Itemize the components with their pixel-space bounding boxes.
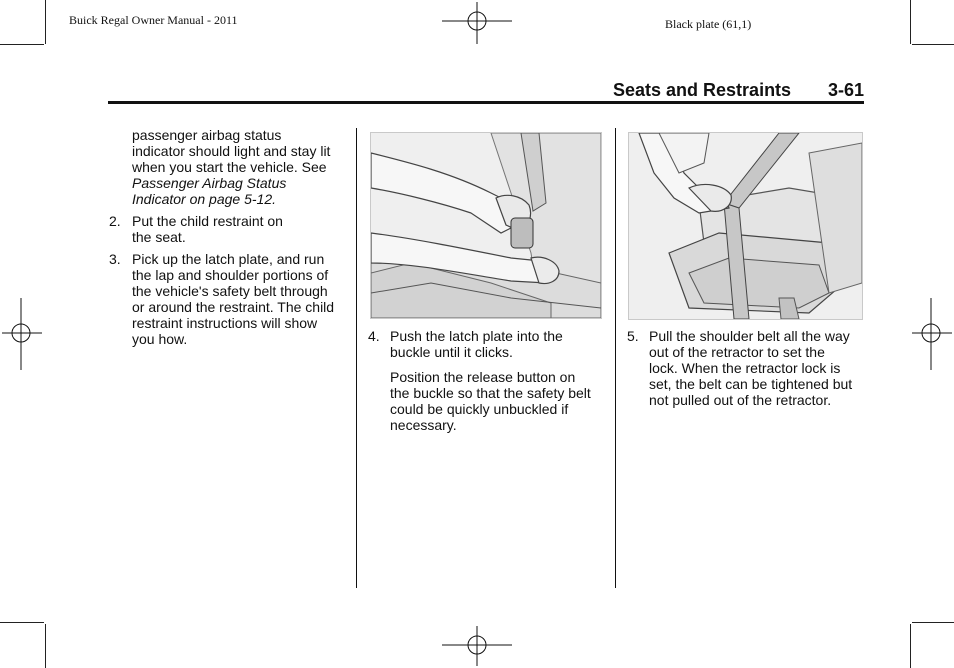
step-number: 3. [109, 251, 121, 267]
text-line: Pull the shoulder belt all the way [649, 328, 850, 344]
text-line: the vehicle's safety belt through [132, 283, 328, 299]
crop-mark [912, 44, 954, 45]
step-number: 2. [109, 213, 121, 229]
crop-mark [45, 0, 46, 44]
text-line: out of the retractor to set the [649, 344, 825, 360]
text-line: the buckle so that the safety belt [390, 385, 591, 401]
step-4-followup [368, 369, 608, 433]
text-line: the seat. [132, 229, 186, 245]
text-line: indicator should light and stay lit [132, 143, 331, 159]
text-line: Push the latch plate into the [390, 328, 563, 344]
crop-mark [910, 0, 911, 44]
step-4 [368, 328, 608, 360]
crop-mark [0, 44, 44, 45]
step-3 [109, 251, 349, 347]
registration-mark-bottom [440, 624, 516, 668]
step-5 [627, 328, 867, 408]
crop-mark [45, 624, 46, 668]
continuation-paragraph [109, 127, 349, 207]
column-3 [627, 328, 867, 414]
text-line: Put the child restraint on [132, 213, 283, 229]
text-line: Pick up the latch plate, and run [132, 251, 325, 267]
text-line: set, the belt can be tightened but [649, 376, 853, 392]
text-line: Position the release button on [390, 369, 576, 385]
crop-mark [912, 622, 954, 623]
section-title: Seats and Restraints [613, 80, 792, 100]
text-line: lock. When the retractor lock is [649, 360, 841, 376]
registration-mark-left [0, 296, 44, 372]
text-line: when you start the vehicle. See [132, 159, 327, 175]
header-rule [108, 101, 864, 104]
text-line: passenger airbag status [132, 127, 282, 143]
text-line: buckle until it clicks. [390, 344, 513, 360]
document-slug-right: Black plate (61,1) [665, 17, 752, 31]
latch-plate-illustration [370, 132, 602, 319]
shoulder-belt-illustration [628, 132, 863, 320]
text-line: not pulled out of the retractor. [649, 392, 832, 408]
column-divider [356, 128, 357, 588]
text-line: restraint instructions will show [132, 315, 318, 331]
column-2 [368, 328, 608, 433]
step-number: 5. [627, 328, 639, 344]
column-1 [109, 127, 349, 353]
text-line: or around the restraint. The child [132, 299, 335, 315]
text-line: necessary. [390, 417, 457, 433]
step-2 [109, 213, 349, 245]
cross-reference: Passenger Airbag Status [132, 175, 287, 191]
text-line: the lap and shoulder portions of [132, 267, 329, 283]
page-number: 3-61 [827, 80, 864, 100]
registration-mark-right [910, 296, 954, 372]
text-line: you how. [132, 331, 188, 347]
registration-mark-top [440, 0, 516, 46]
crop-mark [910, 624, 911, 668]
step-number: 4. [368, 328, 380, 344]
column-divider [615, 128, 616, 588]
text-line: could be quickly unbuckled if [390, 401, 569, 417]
document-slug-left: Buick Regal Owner Manual - 2011 [69, 13, 238, 27]
cross-reference: Indicator on page 5-12. [132, 191, 276, 207]
running-header [560, 80, 864, 102]
crop-mark [0, 622, 44, 623]
